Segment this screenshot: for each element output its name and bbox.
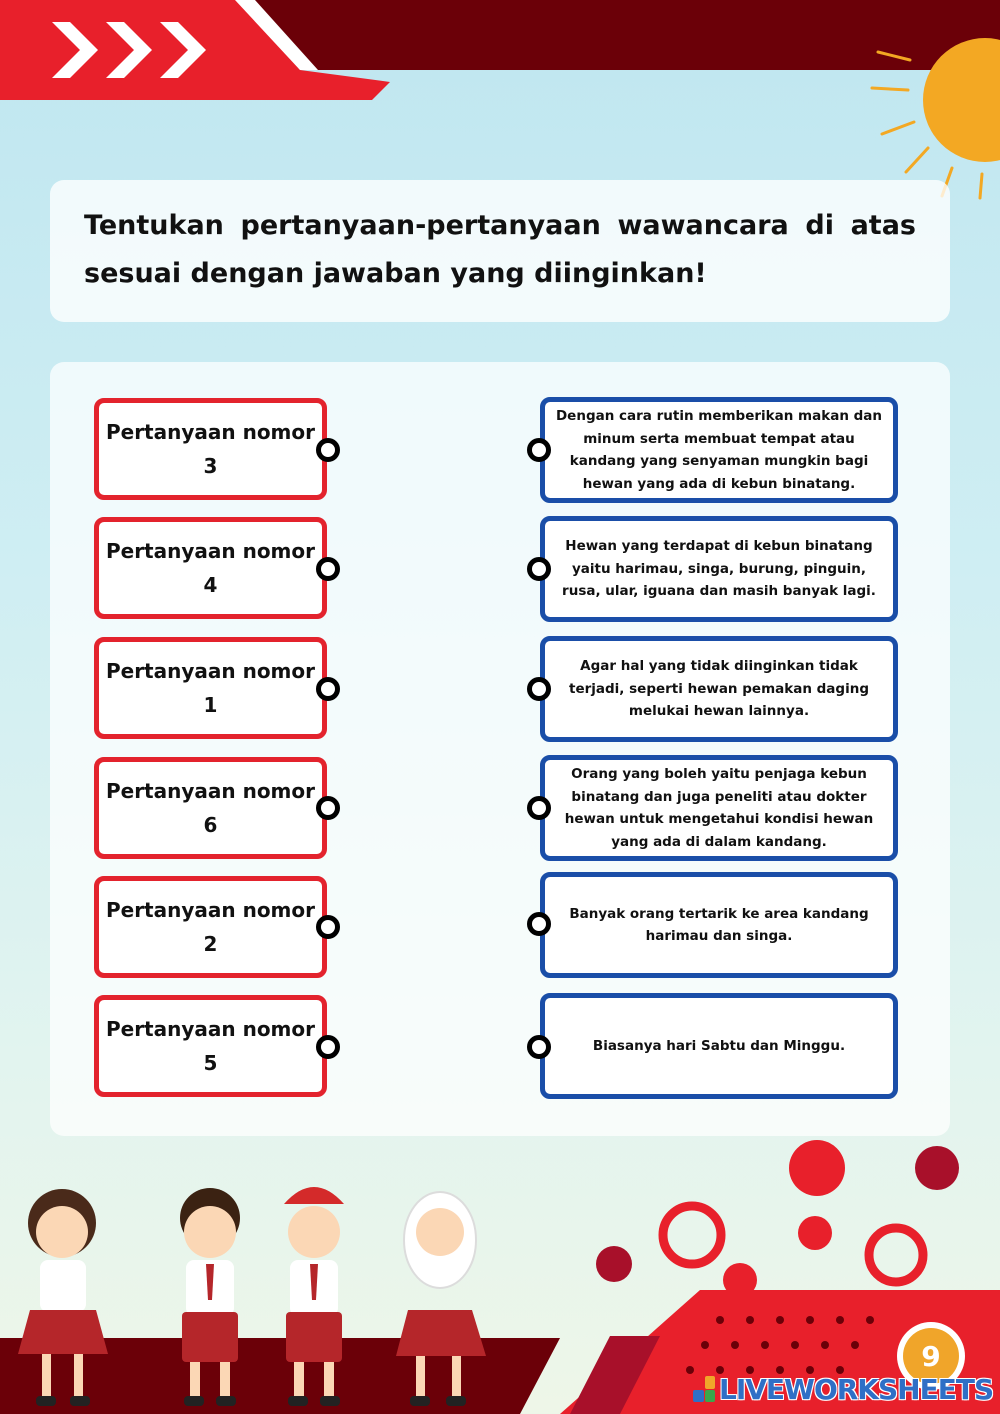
answer-text: Biasanya hari Sabtu dan Minggu. [592, 1037, 846, 1054]
answer-connector-dot-5[interactable] [527, 912, 551, 936]
instruction-card [50, 180, 950, 322]
header-banner [0, 0, 1000, 110]
question-label: Pertanyaan nomor [105, 539, 316, 563]
question-label: Pertanyaan nomor [105, 779, 316, 803]
answer-connector-dot-6[interactable] [527, 1035, 551, 1059]
question-number: 1 [203, 693, 218, 717]
answer-box-5[interactable] [540, 872, 898, 978]
question-box-6[interactable] [94, 995, 327, 1097]
question-number: 3 [203, 454, 218, 478]
question-label: Pertanyaan nomor [105, 1017, 316, 1041]
answer-text: Orang yang boleh yaitu penjaga kebun binatang dan juga peneliti atau dokter hewan untuk mengetahui kondisi hewan yang ada di dalam kandang. [564, 766, 874, 850]
answer-text: Agar hal yang tidak diinginkan tidak terjadi, seperti hewan pemakan daging melukai hewan lainnya. [569, 658, 869, 720]
answer-box-4[interactable] [540, 755, 898, 861]
watermark-text: LIVEWORKSHEETS [719, 1372, 994, 1406]
question-connector-dot-2[interactable] [316, 557, 340, 581]
question-box-3[interactable] [94, 637, 327, 739]
question-label: Pertanyaan nomor [105, 420, 316, 444]
answer-box-1[interactable] [540, 397, 898, 503]
question-connector-dot-4[interactable] [316, 796, 340, 820]
question-box-1[interactable] [94, 398, 327, 500]
answer-connector-dot-2[interactable] [527, 557, 551, 581]
liveworksheets-logo-icon [693, 1376, 715, 1402]
answer-text: Hewan yang terdapat di kebun binatang yaitu harimau, singa, burung, pinguin, rusa, ular, iguana dan masih banyak lagi. [562, 538, 876, 600]
answer-box-3[interactable] [540, 636, 898, 742]
answer-box-2[interactable] [540, 516, 898, 622]
question-number: 4 [203, 573, 218, 597]
question-connector-dot-6[interactable] [316, 1035, 340, 1059]
instruction-text: Tentukan pertanyaan-pertanyaan wawancara di atas sesuai dengan jawaban yang diinginkan! [84, 210, 916, 289]
question-label: Pertanyaan nomor [105, 659, 316, 683]
question-number: 5 [203, 1051, 218, 1075]
answer-connector-dot-3[interactable] [527, 677, 551, 701]
answer-box-6[interactable] [540, 993, 898, 1099]
answer-connector-dot-4[interactable] [527, 796, 551, 820]
question-connector-dot-1[interactable] [316, 438, 340, 462]
sun-decoration [870, 30, 1000, 200]
question-number: 2 [203, 932, 218, 956]
question-box-5[interactable] [94, 876, 327, 978]
answer-connector-dot-1[interactable] [527, 438, 551, 462]
matching-panel [50, 362, 950, 1136]
answer-text: Banyak orang tertarik ke area kandang harimau dan singa. [569, 905, 869, 944]
question-box-4[interactable] [94, 757, 327, 859]
question-connector-dot-3[interactable] [316, 677, 340, 701]
question-connector-dot-5[interactable] [316, 915, 340, 939]
question-label: Pertanyaan nomor [105, 898, 316, 922]
question-number: 6 [203, 813, 218, 837]
page-number-badge: 9 [903, 1328, 959, 1384]
answer-text: Dengan cara rutin memberikan makan dan minum serta membuat tempat atau kandang yang senyaman mungkin bagi hewan yang ada di kebun binatang. [555, 408, 883, 492]
question-box-2[interactable] [94, 517, 327, 619]
liveworksheets-watermark [693, 1372, 993, 1406]
